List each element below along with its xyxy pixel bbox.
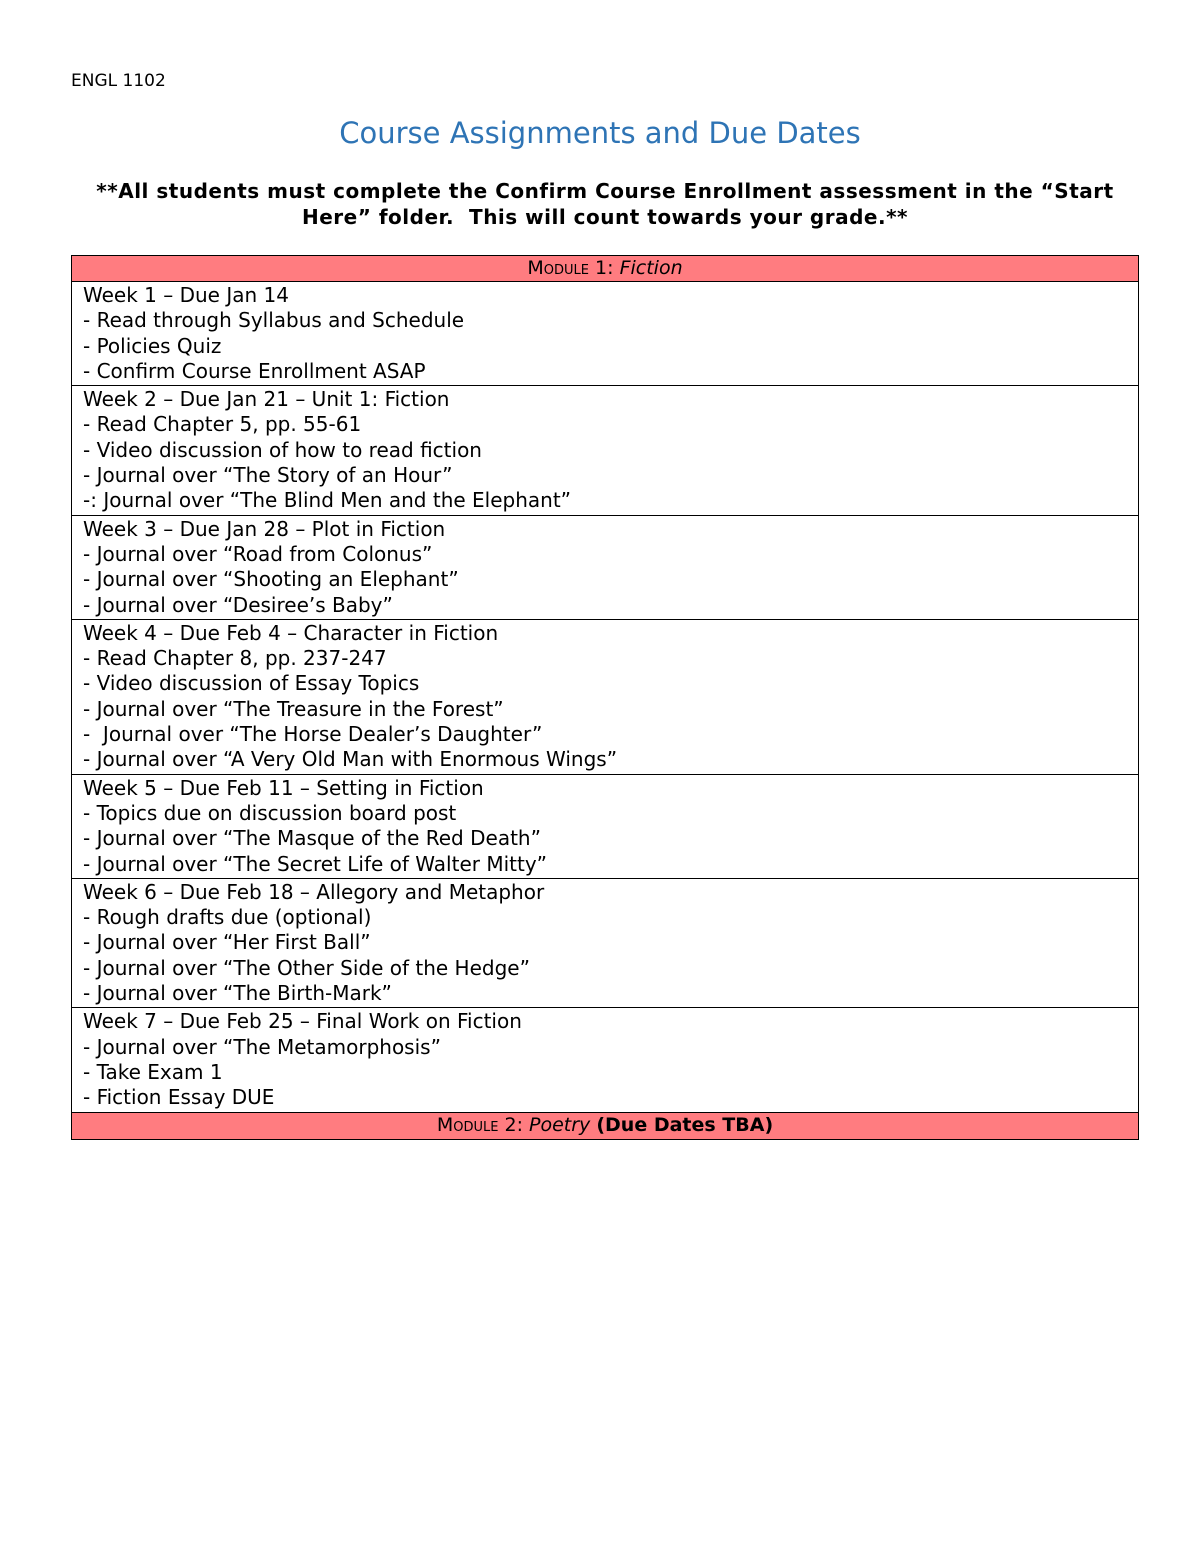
week-5-item-1: - Topics due on discussion board post [83,800,457,825]
week-5-item-3: - Journal over “The Secret Life of Walter Mitty” [83,851,548,876]
week-2-item-1: - Read Chapter 5, pp. 55-61 [83,412,362,437]
week-3-row [72,516,1138,620]
week-4-item-3: - Journal over “The Treasure in the Forest” [83,696,504,721]
module-2-label: Module 2: [436,1113,523,1136]
week-7-item-2: - Take Exam 1 [83,1059,223,1084]
module-1-topic: Fiction [619,257,683,279]
week-3-item-3: - Journal over “Desiree’s Baby” [83,592,393,617]
module-1-header [72,256,1138,282]
week-6-row [72,879,1138,1008]
week-1-item-2: - Policies Quiz [83,333,222,358]
week-4-item-1: - Read Chapter 8, pp. 237-247 [83,646,387,671]
week-4-heading: Week 4 – Due Feb 4 – Character in Fiction [83,620,499,645]
week-6-item-4: - Journal over “The Birth-Mark” [83,981,392,1006]
module-2-header [72,1113,1138,1139]
module-2-due-note: (Due Dates TBA) [596,1113,774,1136]
week-6-item-1: - Rough drafts due (optional) [83,905,372,930]
week-1-heading: Week 1 – Due Jan 14 [83,283,289,307]
week-5-item-2: - Journal over “The Masque of the Red Death” [83,826,541,851]
module-1-label: Module 1: [527,257,614,279]
assignment-schedule-table [71,255,1139,1140]
week-1-item-1: - Read through Syllabus and Schedule [83,308,465,333]
notice-line-2: Here” folder. This will count towards your grade.** [302,205,908,229]
week-7-heading: Week 7 – Due Feb 25 – Final Work on Fiction [83,1009,522,1034]
enrollment-notice [71,178,1139,230]
course-code: ENGL 1102 [71,71,166,91]
week-4-item-4: - Journal over “The Horse Dealer’s Daughter” [83,722,543,747]
week-1-row [72,282,1138,386]
week-7-row [72,1008,1138,1112]
week-6-item-3: - Journal over “The Other Side of the Hedge” [83,955,530,980]
week-2-heading: Week 2 – Due Jan 21 – Unit 1: Fiction [83,387,450,412]
notice-line-1: **All students must complete the Confirm Course Enrollment assessment in the “Start [96,179,1114,203]
week-5-heading: Week 5 – Due Feb 11 – Setting in Fiction [83,775,484,800]
week-4-item-2: - Video discussion of Essay Topics [83,671,420,696]
week-6-heading: Week 6 – Due Feb 18 – Allegory and Metaphor [83,879,545,904]
page-title: Course Assignments and Due Dates [339,116,861,150]
week-1-item-3: - Confirm Course Enrollment ASAP [83,358,426,383]
week-7-item-1: - Journal over “The Metamorphosis” [83,1034,441,1059]
week-4-item-5: - Journal over “A Very Old Man with Enormous Wings” [83,747,618,772]
week-6-item-2: - Journal over “Her First Ball” [83,930,371,955]
week-3-heading: Week 3 – Due Jan 28 – Plot in Fiction [83,516,446,541]
week-3-item-2: - Journal over “Shooting an Elephant” [83,567,459,592]
week-2-item-4: -: Journal over “The Blind Men and the Elephant” [83,488,572,513]
module-2-topic: Poetry [529,1113,591,1136]
week-2-row [72,386,1138,515]
week-2-item-3: - Journal over “The Story of an Hour” [83,463,453,488]
week-3-item-1: - Journal over “Road from Colonus” [83,541,433,566]
week-4-row [72,620,1138,775]
week-7-item-3: - Fiction Essay DUE [83,1085,275,1110]
week-5-row [72,775,1138,879]
week-2-item-2: - Video discussion of how to read fiction [83,437,482,462]
